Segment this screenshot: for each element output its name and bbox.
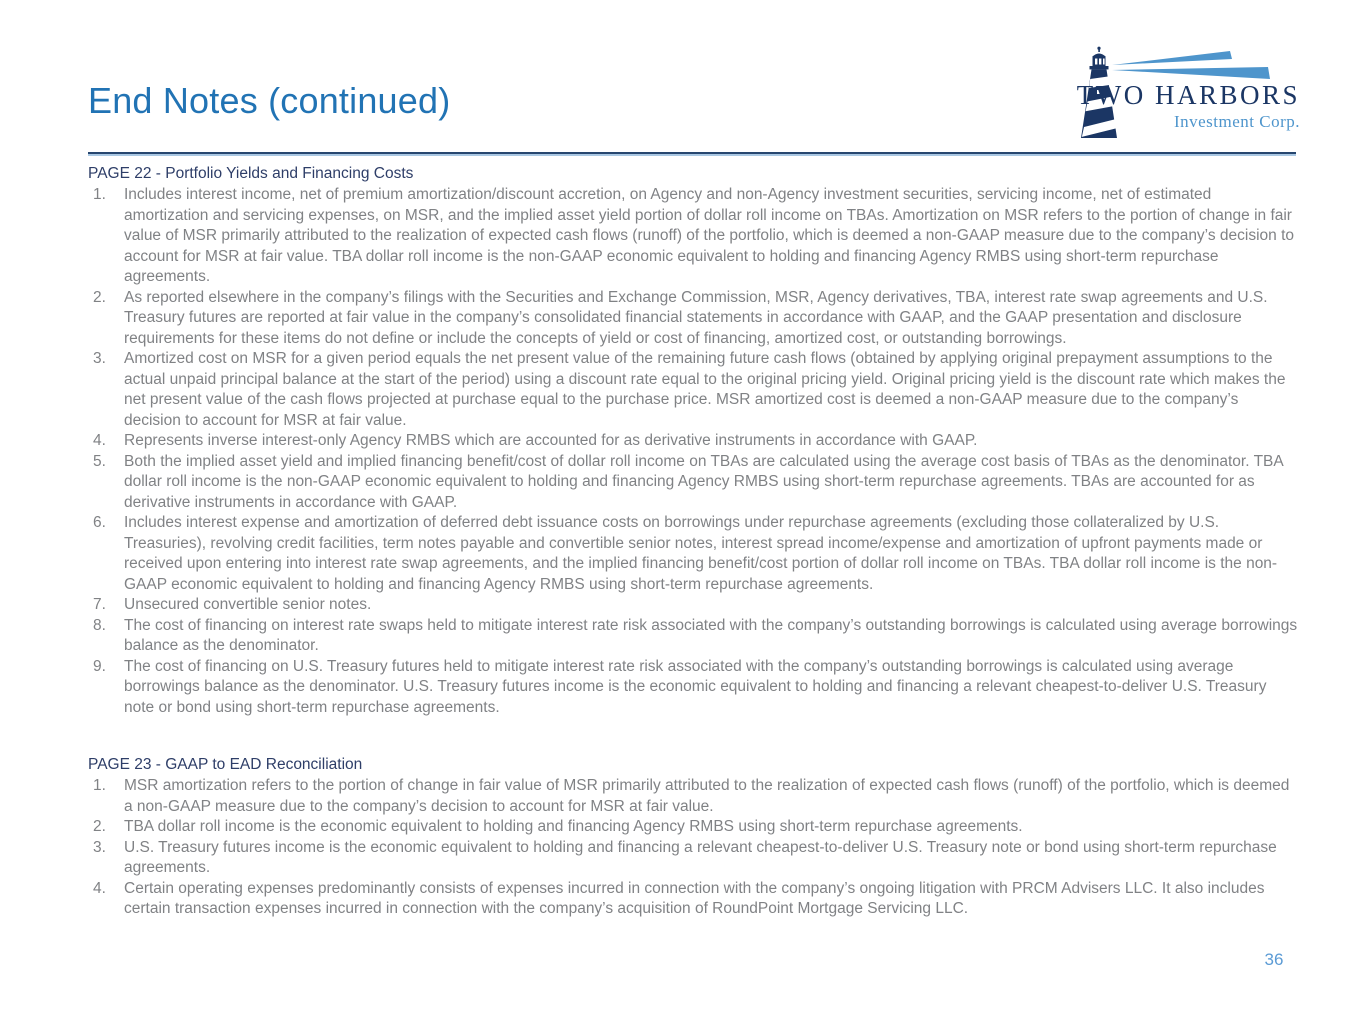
note-item	[88, 349, 1298, 431]
note-number: 3.	[93, 350, 106, 367]
note-number: 2.	[93, 818, 106, 835]
notes-section	[88, 754, 1298, 920]
note-item	[88, 817, 1298, 838]
note-number: 9.	[93, 657, 106, 675]
note-text: Amortized cost on MSR for a given period equals the net present value of the remaining future cash flows (obtained by applying original prepayment assumptions to the actual unpaid principal balance at the start of the period) using a discount rate equal to the original pricing yield. Original pricing yield is the discount rate which makes the net present value of the cash flows projected at purchase equal to the purchase price. MSR amortized cost is deemed a non-GAAP measure due to the company’s decision to account for MSR at fair value.	[124, 350, 1286, 429]
notes-section	[88, 163, 1298, 718]
note-text: MSR amortization refers to the portion of change in fair value of MSR primarily attributed to the realization of expected cash flows (runoff) of the portfolio, which is deemed a non-GAAP measure due to the company’s decision to account for MSR at fair value.	[124, 777, 1290, 815]
note-number: 4.	[93, 879, 106, 897]
note-item	[88, 616, 1298, 657]
note-item	[88, 452, 1298, 514]
note-text: Unsecured convertible senior notes.	[124, 596, 372, 613]
note-number: 8.	[93, 616, 106, 634]
note-item	[88, 513, 1298, 595]
end-notes-content	[88, 163, 1298, 956]
note-text: Includes interest income, net of premium amortization/discount accretion, on Agency and non-Agency investment securities, servicing income, net of estimated amortization and servicing expenses, on MSR, and the implied asset yield portion of dollar roll income on TBAs. Amortization on MSR refers to the portion of change in fair value of MSR primarily attributed to the realization of expected cash flows (runoff) of the portfolio, which is deemed a non-GAAP measure due to the company’s decision to account for MSR at fair value. TBA dollar roll income is the non-GAAP economic equivalent to holding and financing Agency RMBS using short-term repurchase agreements.	[124, 186, 1295, 285]
note-text: Represents inverse interest-only Agency RMBS which are accounted for as derivative instruments in accordance with GAAP.	[124, 432, 978, 449]
notes-list	[88, 776, 1298, 920]
logo-company-name: TWO HARBORS	[1076, 80, 1300, 110]
note-text: Includes interest expense and amortization of deferred debt issuance costs on borrowings under repurchase agreements (excluding those collateralized by U.S. Treasuries), revolving credit facilities, term notes payable and convertible senior notes, interest spread income/expense and amortization of upfront payments made or received upon entering into interest rate swap agreements, and the implied financing benefit/cost portion of dollar roll income on TBAs. TBA dollar roll income is the non-GAAP economic equivalent to holding and financing Agency RMBS using short-term repurchase agreements.	[124, 514, 1278, 593]
note-number: 1.	[93, 777, 106, 794]
page-number: 36	[1264, 950, 1284, 969]
section-heading: PAGE 22 - Portfolio Yields and Financing Costs	[88, 165, 414, 182]
note-number: 5.	[93, 452, 106, 470]
note-number: 2.	[93, 288, 106, 306]
logo-subtitle: Investment Corp.	[1173, 112, 1300, 131]
light-beam-upper	[1112, 51, 1232, 65]
note-item	[88, 288, 1298, 350]
note-item	[88, 657, 1298, 719]
note-number: 1.	[93, 186, 106, 203]
note-text: The cost of financing on U.S. Treasury futures held to mitigate interest rate risk associated with the company’s outstanding borrowings is calculated using average borrowings balance as the denominator. U.S. Treasury futures income is the economic equivalent to holding and financing a relevant cheapest-to-deliver U.S. Treasury note or bond using short-term repurchase agreements.	[124, 657, 1267, 716]
note-text: Both the implied asset yield and implied financing benefit/cost of dollar roll income on TBAs are calculated using the average cost basis of TBAs as the denominator. TBA dollar roll income is the non-GAAP economic equivalent to holding and financing Agency RMBS using short-term repurchase agreements. TBAs are accounted for as derivative instruments in accordance with GAAP.	[124, 452, 1283, 511]
note-number: 4.	[93, 432, 106, 449]
note-text: Certain operating expenses predominantly consists of expenses incurred in connection with the company’s ongoing litigation with PRCM Advisers LLC. It also includes certain transaction expenses incurred in connection with the company’s acquisition of RoundPoint Mortgage Servicing LLC.	[124, 879, 1265, 917]
title-divider	[88, 152, 1296, 156]
note-number: 6.	[93, 514, 106, 531]
note-text: As reported elsewhere in the company’s filings with the Securities and Exchange Commission, MSR, Agency derivatives, TBA, interest rate swap agreements and U.S. Treasury futures are reported at fair value in the company’s consolidated financial statements in accordance with GAAP, and the GAAP presentation and disclosure requirements for these items do not define or include the concepts of yield or cost of financing, amortized cost, or outstanding borrowings.	[124, 288, 1268, 347]
note-number: 3.	[93, 838, 106, 856]
company-logo	[1072, 46, 1304, 141]
notes-list	[88, 185, 1298, 718]
logo-text	[1077, 80, 1300, 132]
note-text: TBA dollar roll income is the economic equivalent to holding and financing Agency RMBS using short-term repurchase agreements.	[124, 818, 1023, 835]
note-text: The cost of financing on interest rate swaps held to mitigate interest rate risk associated with the company’s outstanding borrowings is calculated using average borrowings balance as the denominator.	[124, 616, 1298, 654]
note-number: 7.	[93, 596, 106, 613]
note-item	[88, 185, 1298, 288]
note-item	[88, 838, 1298, 879]
note-text: U.S. Treasury futures income is the economic equivalent to holding and financing a relevant cheapest-to-deliver U.S. Treasury note or bond using short-term repurchase agreements.	[124, 838, 1277, 876]
page-title: End Notes (continued)	[88, 80, 451, 121]
light-beam-lower	[1112, 67, 1270, 79]
section-heading: PAGE 23 - GAAP to EAD Reconciliation	[88, 756, 363, 773]
note-item	[88, 879, 1298, 920]
note-item	[88, 595, 1298, 616]
note-item	[88, 776, 1298, 817]
divider-light-line	[88, 154, 1296, 156]
note-item	[88, 431, 1298, 452]
